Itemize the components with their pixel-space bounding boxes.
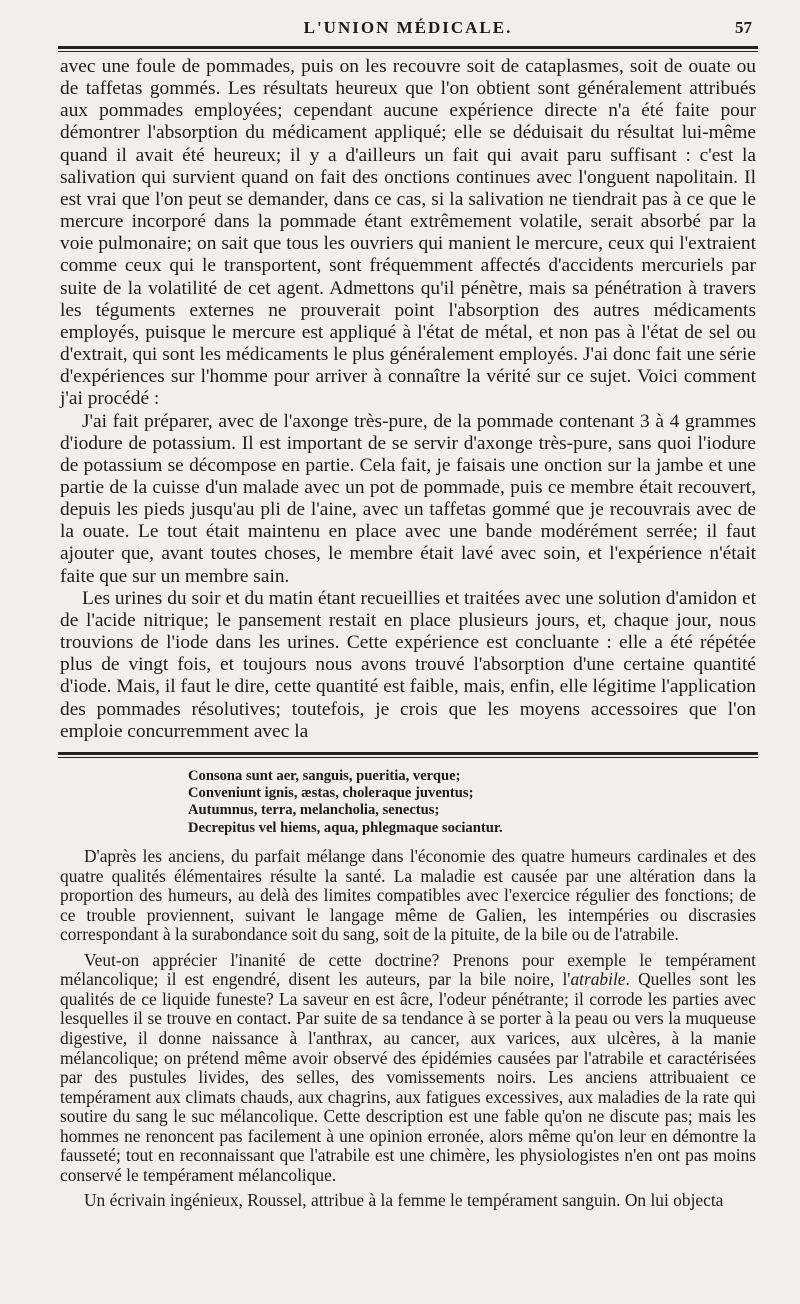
verse-line: Autumnus, terra, melancholia, senectus;	[188, 802, 440, 819]
text-run: . Quelles sont les qualités de ce liquide funeste? La saveur en est âcre, l'odeur pénétrante; il corrode les parties avec lesquelles il se trouve en contact. Par suite de sa tendance à se porter à la peau ou vers la muqueuse digestive, il donne naissance à l'anthrax, au cancer, aux varices, aux ulcères, à la manie mélancolique; on prétend même avoir observé des épidémies causées par l'atrabile et caractérisées par des pustules livides, des selles, des vomissements noirs. Les anciens attribuaient ce tempérament aux climats chauds, aux chagrins, aux fatigues excessives, aux maladies de la rate qui soutire du sang le suc mélancolique. Cette description est une fable qu'on ne discute pas; mais les hommes ne renoncent pas facilement à une opinion erronée, alors même qu'on leur en démontre la fausseté; tout en reconnaissant que l'atrabile est une chimère, les physiologistes n'en ont pas moins conservé le tempérament mélancolique.	[60, 969, 756, 1185]
verse-line: Consona sunt aer, sanguis, pueritia, verque;	[188, 767, 461, 784]
verse-line: Conveniunt ignis, æstas, choleraque juventus;	[188, 785, 474, 802]
verse-line: Decrepitus vel hiems, aqua, phlegmaque sociantur.	[188, 819, 503, 836]
paragraph: Un écrivain ingénieux, Roussel, attribue à la femme le tempérament sanguin. On lui objecta	[84, 1190, 724, 1211]
header-rule	[58, 46, 758, 52]
main-text	[60, 56, 756, 743]
paragraph	[60, 951, 756, 1186]
paragraph: Les urines du soir et du matin étant recueillies et traitées avec une solution d'amidon et de l'acide nitrique; le pansement restait en place plusieurs jours, et, chaque jour, nous trouvions de l'iode dans les urines. Cette expérience est concluante : elle a été répétée plus de vingt fois, et toujours nous avons trouvé l'absorption d'une certaine quantité d'iode. Mais, il faut le dire, cette quantité est faible, mais, enfin, elle légitime l'application des pommades résolutives; toutefois, je crois que les moyens accessoires que l'on emploie concurremment avec la	[60, 587, 756, 742]
page-number: 57	[735, 18, 752, 37]
italic-term: atrabile	[570, 969, 626, 990]
paragraph: D'après les anciens, du parfait mélange dans l'économie des quatre humeurs cardinales et des quatre qualités élémentaires résulte la santé. La maladie est causée par une altération dans la proportion des humeurs, au delà des limites compatibles avec l'exercice régulier des fonctions; de ce trouble proviennent, suivant le langage même de Galien, les intempéries ou discrasies correspondant à la surabondance soit du sang, soit de la pituite, de la bile ou de l'atrabile.	[60, 846, 756, 945]
section-rule	[58, 752, 758, 758]
running-title: L'UNION MÉDICALE.	[303, 18, 513, 37]
latin-verse	[188, 768, 756, 837]
page-header	[60, 0, 756, 46]
paragraph: J'ai fait préparer, avec de l'axonge très-pure, de la pommade contenant 3 à 4 grammes d'iodure de potassium. Il est important de se servir d'axonge très-pure, sans quoi l'iodure de potassium se décompose en partie. Cela fait, je faisais une onction sur la jambe et une partie de la cuisse d'un malade avec un pot de pommade, puis ce membre était recouvert, depuis les pieds jusqu'au pli de l'aine, avec un taffetas gommé que je recouvrais avec de la ouate. Le tout était maintenu en place avec une bande modérément serrée; il faut ajouter que, avant toutes choses, le membre était lavé avec soin, et l'expérience n'était faite que sur un membre sain.	[60, 410, 756, 587]
feuilleton-text	[60, 847, 756, 1211]
text-run: Veut-on apprécier l'inanité de cette doctrine? Prenons pour exemple le tempérament mélancolique; il est engendré, disent les auteurs, par la bile noire, l'	[60, 949, 756, 990]
paragraph: avec une foule de pommades, puis on les recouvre soit de cataplasmes, soit de ouate ou de taffetas gommés. Les résultats heureux que l'on obtient sont généralement attribués aux pommades employées; cependant aucune expérience directe n'a été faite pour démontrer l'absorption du médicament appliqué; elle se déduisait du résultat lui-même quand il avait été heureux; il y a d'ailleurs un fait qui avait paru suffisant : c'est la salivation qui survient quand on fait des onctions continues avec l'onguent napolitain. Il est vrai que l'on peut se demander, dans ce cas, si la salivation ne tiendrait pas à ce que le mercure incorporé dans la pommade étant extrêmement volatile, serait absorbé par la voie pulmonaire; on sait que tous les ouvriers qui manient le mercure, ceux qui l'extraient comme ceux qui le transportent, sont fréquemment affectés d'accidents mercuriels par suite de la volatilité de cet agent. Admettons qu'il pénètre, mais sa pénétration à travers les téguments externes ne prouverait point l'absorption des autres médicaments employés, puisque le mercure est appliqué à l'état de métal, et non pas à l'état de sel ou d'extrait, qui sont les médicaments le plus généralement employés. J'ai donc fait une série d'expériences sur l'homme pour arriver à connaître la vérité sur ce sujet. Voici comment j'ai procédé :	[60, 56, 756, 410]
